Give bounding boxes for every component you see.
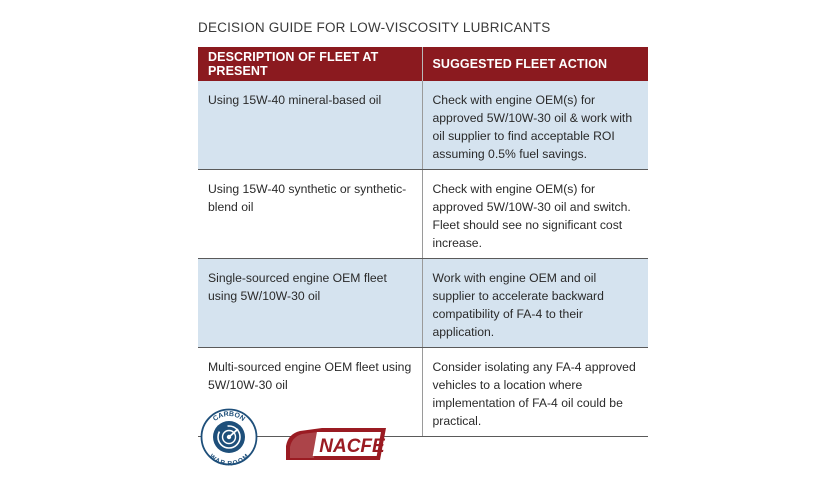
row-action: Check with engine OEM(s) for approved 5W/10W-30 oil and switch. Fleet should see no significant cost increase. bbox=[422, 170, 648, 259]
carbon-war-room-logo bbox=[200, 408, 258, 466]
row-description: Single-sourced engine OEM fleet using 5W/10W-30 oil bbox=[198, 259, 422, 348]
row-description: Using 15W-40 mineral-based oil bbox=[198, 81, 422, 170]
row-action: Check with engine OEM(s) for approved 5W/10W-30 oil & work with oil supplier to find acceptable ROI assuming 0.5% fuel savings. bbox=[422, 81, 648, 170]
nacfe-text: NACFE bbox=[319, 436, 385, 457]
table-header-row bbox=[198, 47, 648, 81]
cwr-bottom-text: WAR ROOM bbox=[207, 452, 251, 466]
nacfe-logo bbox=[282, 426, 388, 462]
table-row bbox=[198, 81, 648, 170]
table-row bbox=[198, 259, 648, 348]
row-description: Multi-sourced engine OEM fleet using 5W/10W-30 oil bbox=[198, 348, 422, 437]
cwr-top-text: CARBON bbox=[211, 410, 247, 423]
row-description: Using 15W-40 synthetic or synthetic-blend oil bbox=[198, 170, 422, 259]
row-action: Consider isolating any FA-4 approved vehicles to a location where implementation of FA-4 oil could be practical. bbox=[422, 348, 648, 437]
row-action: Work with engine OEM and oil supplier to accelerate backward compatibility of FA-4 to their application. bbox=[422, 259, 648, 348]
header-action: SUGGESTED FLEET ACTION bbox=[422, 47, 648, 81]
decision-guide bbox=[198, 18, 648, 437]
header-description: DESCRIPTION OF FLEET AT PRESENT bbox=[198, 47, 422, 81]
guide-title: DECISION GUIDE FOR LOW-VISCOSITY LUBRICANTS bbox=[198, 20, 551, 35]
logo-strip bbox=[200, 408, 400, 468]
decision-table bbox=[198, 47, 648, 437]
table-row bbox=[198, 170, 648, 259]
